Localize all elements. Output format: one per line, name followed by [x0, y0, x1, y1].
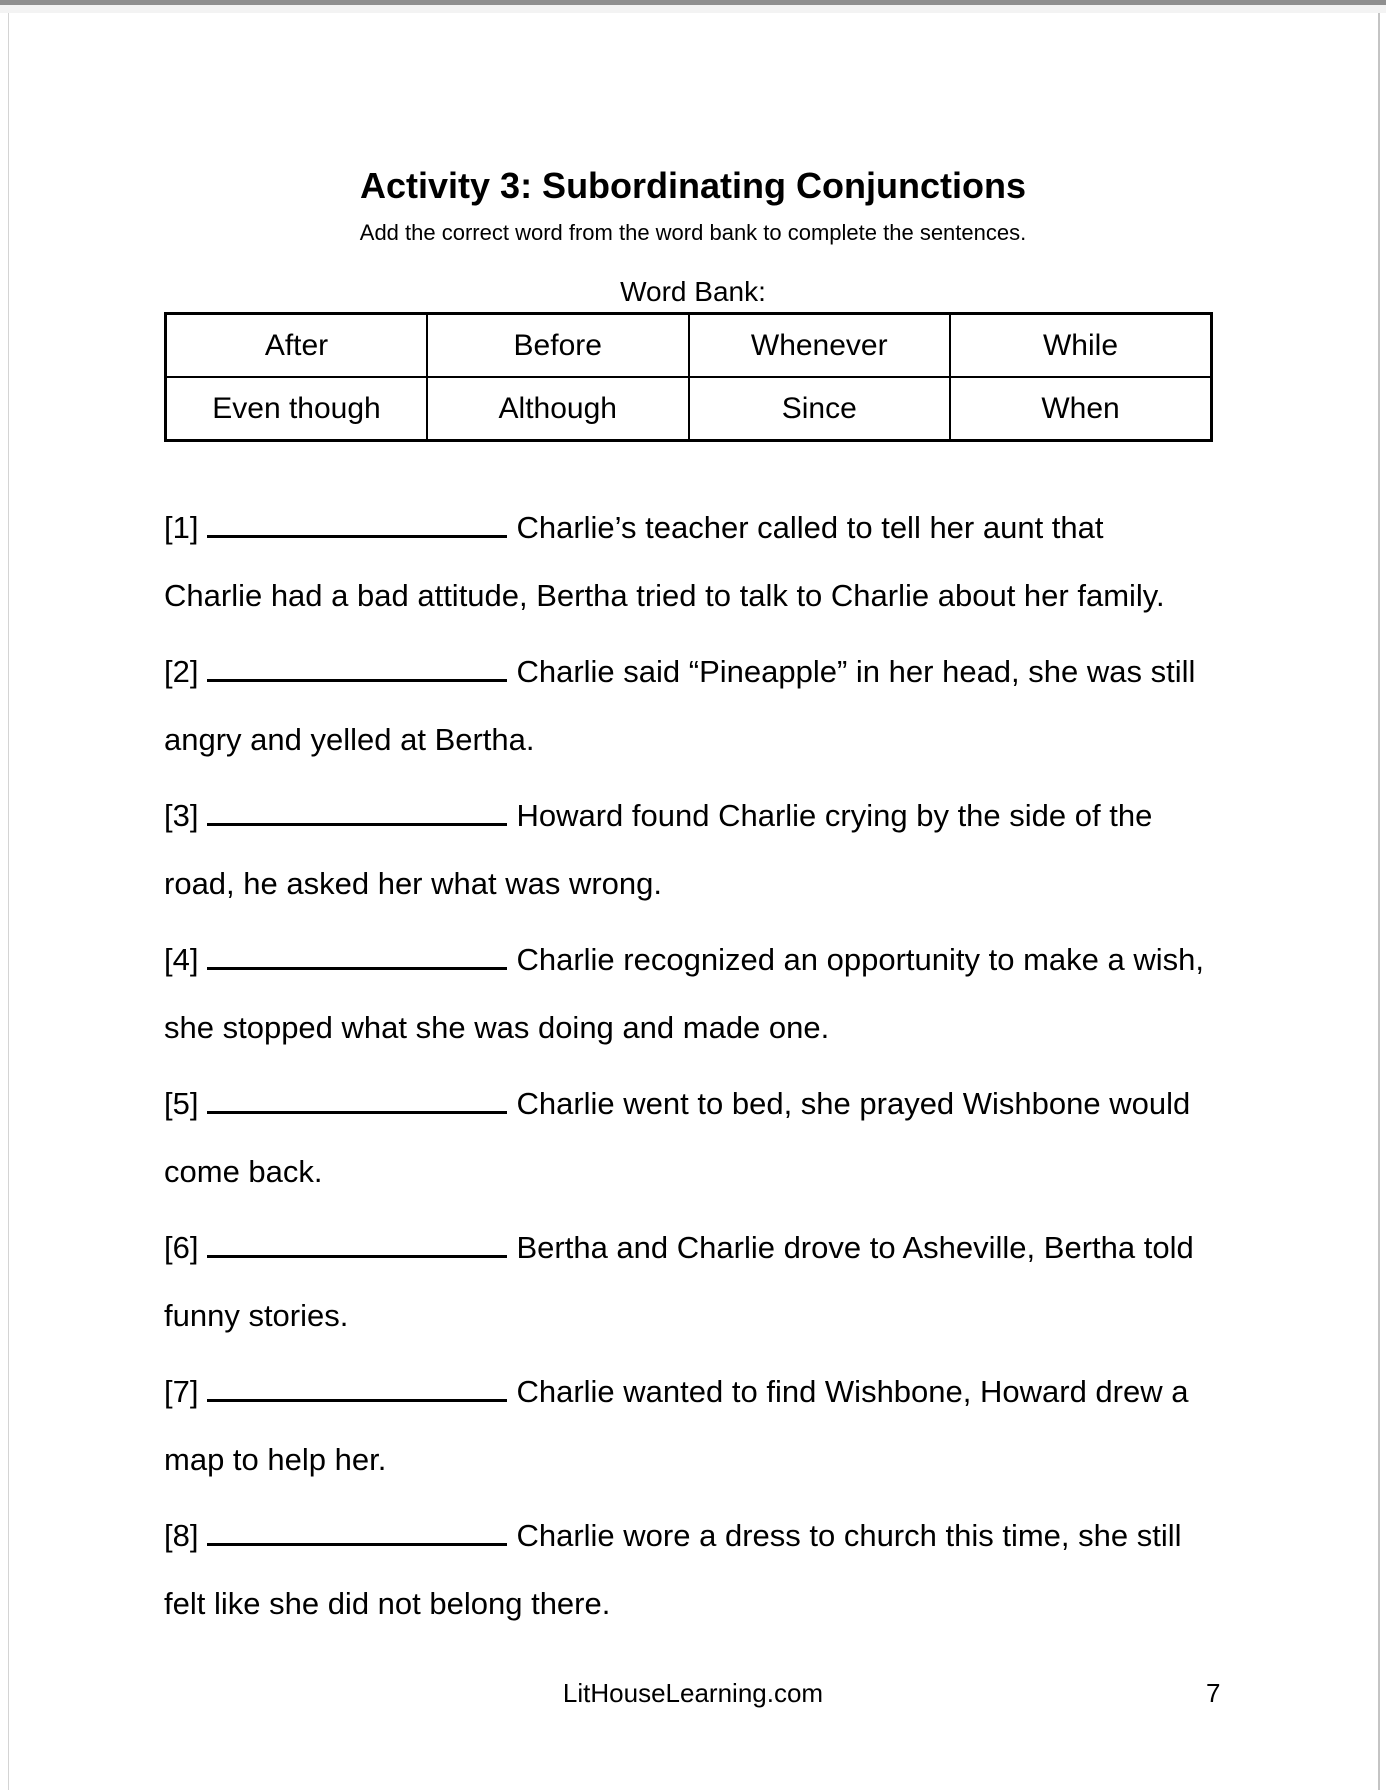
question-line: come back. — [164, 1154, 323, 1189]
question-line — [164, 1517, 1182, 1555]
question-number: [6] — [164, 1230, 199, 1265]
answer-blank — [207, 1111, 507, 1114]
word-bank-cell: Even though — [166, 377, 428, 441]
question-number: [3] — [164, 798, 199, 833]
word-bank-cell: Since — [689, 377, 951, 441]
word-bank-row — [166, 314, 1212, 378]
word-bank-cell: Before — [427, 314, 689, 378]
question-line — [164, 1085, 1190, 1123]
question-line — [164, 1229, 1194, 1267]
answer-blank — [207, 679, 507, 682]
word-bank-table — [164, 312, 1213, 442]
question-text: Charlie recognized an opportunity to make a wish, — [516, 942, 1205, 977]
question-line: angry and yelled at Bertha. — [164, 722, 535, 757]
question-line — [164, 941, 1204, 979]
footer-site-name: LitHouseLearning.com — [562, 1678, 824, 1708]
question-text: Charlie went to bed, she prayed Wishbone would — [516, 1086, 1191, 1121]
question-text: Charlie said “Pineapple” in her head, she was still — [516, 654, 1196, 689]
answer-blank — [207, 1255, 507, 1258]
answer-blank — [207, 1543, 507, 1546]
word-bank-label: Word Bank: — [620, 276, 766, 307]
question-number: [5] — [164, 1086, 199, 1121]
word-bank-cell: While — [950, 314, 1212, 378]
page-top-margin — [0, 5, 1386, 13]
footer-page-number: 7 — [1206, 1678, 1221, 1708]
question-text: Bertha and Charlie drove to Asheville, Bertha told — [516, 1230, 1194, 1265]
page-title: Activity 3: Subordinating Conjunctions — [360, 165, 1026, 206]
word-bank-cell: Although — [427, 377, 689, 441]
question-text: Charlie’s teacher called to tell her aunt that — [516, 510, 1104, 545]
question-line — [164, 797, 1152, 835]
question-line — [164, 1373, 1188, 1411]
question-line: Charlie had a bad attitude, Bertha tried to talk to Charlie about her family. — [164, 578, 1165, 613]
question-line: felt like she did not belong there. — [164, 1586, 611, 1621]
answer-blank — [207, 535, 507, 538]
question-line: funny stories. — [164, 1298, 349, 1333]
question-line: map to help her. — [164, 1442, 387, 1477]
question-number: [1] — [164, 510, 199, 545]
question-number: [2] — [164, 654, 199, 689]
answer-blank — [207, 823, 507, 826]
question-line: road, he asked her what was wrong. — [164, 866, 662, 901]
question-line: she stopped what she was doing and made one. — [164, 1010, 830, 1045]
word-bank-cell: When — [950, 377, 1212, 441]
question-number: [7] — [164, 1374, 199, 1409]
question-text: Charlie wanted to find Wishbone, Howard drew a — [516, 1374, 1189, 1409]
question-text: Charlie wore a dress to church this time, she still — [516, 1518, 1182, 1553]
question-text: Howard found Charlie crying by the side of the — [516, 798, 1153, 833]
word-bank-cell: Whenever — [689, 314, 951, 378]
question-line — [164, 509, 1104, 547]
word-bank-row — [166, 377, 1212, 441]
answer-blank — [207, 967, 507, 970]
question-line — [164, 653, 1195, 691]
word-bank-cell: After — [166, 314, 428, 378]
page-subtitle: Add the correct word from the word bank to complete the sentences. — [359, 220, 1027, 245]
question-number: [4] — [164, 942, 199, 977]
answer-blank — [207, 1399, 507, 1402]
question-number: [8] — [164, 1518, 199, 1553]
